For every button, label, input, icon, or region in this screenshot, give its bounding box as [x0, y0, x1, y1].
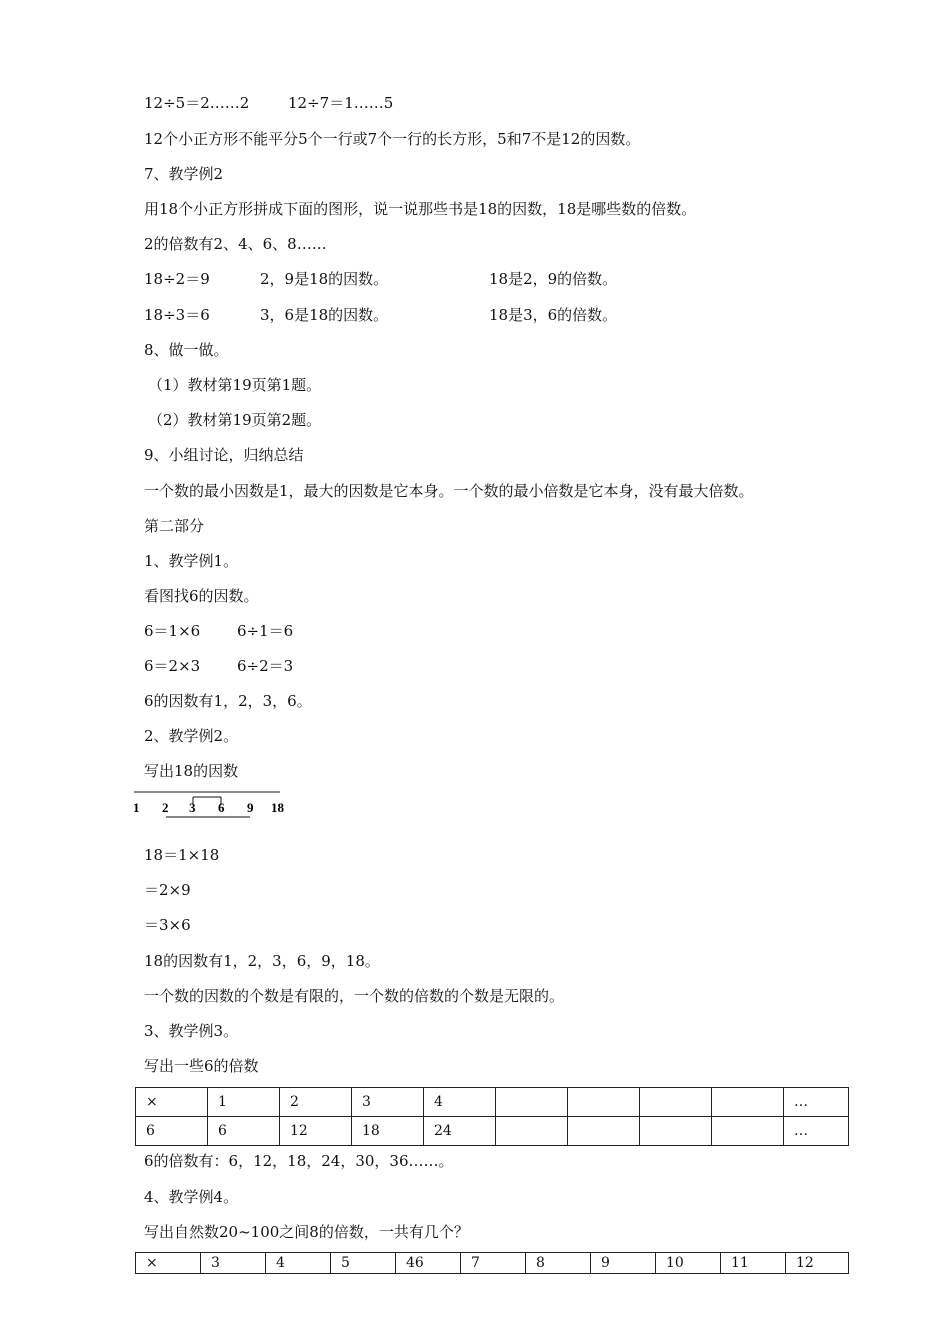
diagram-label-1: 1 [133, 800, 140, 815]
eq-6-div-2: 6÷2＝3 [237, 657, 294, 675]
diagram-label-18: 18 [271, 800, 284, 815]
factors-of-6: 6的因数有1，2，3，6。 [144, 692, 312, 710]
heading-example1: 1、教学例1。 [144, 552, 239, 570]
table-cell: 4 [266, 1253, 331, 1274]
note-12-squares: 12个小正方形不能平分5个一行或7个一行的长方形，5和7不是12的因数。 [144, 130, 641, 148]
table-cell: 3 [201, 1253, 266, 1274]
row2-equation: 18÷3＝6 [144, 306, 210, 324]
row1-factor: 2，9是18的因数。 [260, 270, 389, 288]
row1-multiple: 18是2，9的倍数。 [489, 270, 618, 288]
factors-of-18: 18的因数有1，2，3，6，9，18。 [144, 952, 380, 970]
table-cell: 12 [786, 1253, 849, 1274]
multiples-of-8-table [135, 1252, 849, 1274]
table-cell: 7 [461, 1253, 526, 1274]
row2-factor: 3，6是18的因数。 [260, 306, 389, 324]
table-row [136, 1253, 849, 1274]
table-cell [496, 1117, 568, 1146]
example2-text: 用18个小正方形拼成下面的图形，说一说那些书是18的因数，18是哪些数的倍数。 [144, 200, 697, 218]
heading-example4: 4、教学例4。 [144, 1188, 239, 1206]
table-cell: 9 [591, 1253, 656, 1274]
eq-6-1x6: 6＝1×6 [144, 622, 201, 640]
table-cell: 12 [280, 1117, 352, 1146]
diagram-label-9: 9 [247, 800, 254, 815]
table-cell [568, 1117, 640, 1146]
heading-example2: 2、教学例2。 [144, 727, 239, 745]
multiples-of-2: 2的倍数有2、4、6、8…… [144, 235, 327, 253]
eq-18-2x9: ＝2×9 [144, 881, 191, 899]
table-cell: … [784, 1088, 849, 1117]
table-cell: × [136, 1088, 208, 1117]
table-cell: 46 [396, 1253, 461, 1274]
division-12-by-7: 12÷7＝1……5 [288, 94, 394, 112]
table-cell [712, 1117, 784, 1146]
eq-18-3x6: ＝3×6 [144, 916, 191, 934]
eq-18-1x18: 18＝1×18 [144, 846, 220, 864]
table-cell: × [136, 1253, 201, 1274]
table-cell: 18 [352, 1117, 424, 1146]
table-cell [712, 1088, 784, 1117]
find-factors-of-6: 看图找6的因数。 [144, 587, 259, 605]
part2-title: 第二部分 [144, 517, 205, 535]
finite-note: 一个数的因数的个数是有限的，一个数的倍数的个数是无限的。 [144, 987, 565, 1005]
row2-multiple: 18是3，6的倍数。 [489, 306, 618, 324]
table-cell: 6 [136, 1117, 208, 1146]
heading-8: 8、做一做。 [144, 341, 229, 359]
table-cell: 8 [526, 1253, 591, 1274]
multiples-of-6: 6的倍数有：6，12，18，24，30，36……。 [144, 1152, 454, 1170]
write-multiples-6: 写出一些6的倍数 [144, 1057, 259, 1075]
diagram-label-3: 3 [189, 800, 196, 815]
table-cell: 3 [352, 1088, 424, 1117]
exercise-1: （1）教材第19页第1题。 [148, 376, 322, 394]
division-12-by-5: 12÷5＝2……2 [144, 94, 250, 112]
table-cell: 2 [280, 1088, 352, 1117]
table-cell [640, 1088, 712, 1117]
heading-example3: 3、教学例3。 [144, 1022, 239, 1040]
row1-equation: 18÷2＝9 [144, 270, 210, 288]
eq-6-div-1: 6÷1＝6 [237, 622, 294, 640]
table-row [136, 1117, 849, 1146]
heading-9: 9、小组讨论，归纳总结 [144, 446, 304, 464]
exercise-2: （2）教材第19页第2题。 [148, 411, 322, 429]
table-cell: 24 [424, 1117, 496, 1146]
table-cell: … [784, 1117, 849, 1146]
write-multiples-8: 写出自然数20~100之间8的倍数，一共有几个？ [144, 1223, 469, 1241]
eq-6-2x3: 6＝2×3 [144, 657, 201, 675]
factor-pair-diagram [130, 788, 300, 828]
table-cell: 1 [208, 1088, 280, 1117]
write-factors-18: 写出18的因数 [144, 762, 239, 780]
diagram-label-6: 6 [218, 800, 225, 815]
summary-text: 一个数的最小因数是1，最大的因数是它本身。一个数的最小倍数是它本身，没有最大倍数。 [144, 482, 754, 500]
table-cell [496, 1088, 568, 1117]
diagram-label-2: 2 [162, 800, 169, 815]
heading-7: 7、教学例2 [144, 165, 224, 183]
table-cell [568, 1088, 640, 1117]
table-cell [640, 1117, 712, 1146]
table-cell: 11 [721, 1253, 786, 1274]
multiples-of-6-table [135, 1087, 849, 1146]
table-cell: 4 [424, 1088, 496, 1117]
table-cell: 6 [208, 1117, 280, 1146]
table-row [136, 1088, 849, 1117]
table-cell: 10 [656, 1253, 721, 1274]
table-cell: 5 [331, 1253, 396, 1274]
